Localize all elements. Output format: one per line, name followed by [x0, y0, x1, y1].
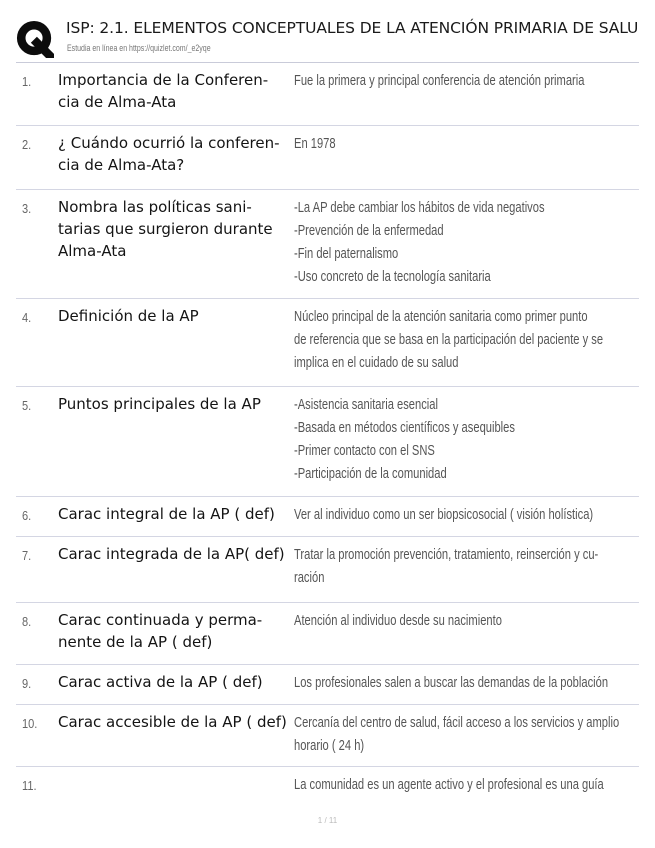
definition-line: -Fin del paternalismo [294, 246, 399, 262]
term-line: Carac continuada y perma- [58, 611, 263, 629]
flashcard-row [16, 62, 639, 126]
flashcard-row [16, 125, 639, 190]
flashcard-row [16, 298, 639, 387]
card-number: 10. [22, 716, 38, 731]
card-definition [294, 672, 625, 695]
term-line: Alma-Ata [58, 242, 127, 260]
term-line: ¿ Cuándo ocurrió la conferen- [58, 134, 280, 152]
card-term [58, 305, 294, 327]
term-line: nente de la AP ( def) [58, 633, 213, 651]
card-term [58, 671, 294, 693]
flashcard-row [16, 602, 639, 665]
flashcard-row [16, 664, 639, 705]
term-line: cia de Alma-Ata? [58, 156, 185, 174]
definition-line: ración [294, 570, 325, 586]
definition-line: Ver al individuo como un ser biopsicosocial ( visión holística) [294, 507, 594, 523]
term-line: Importancia de la Conferen- [58, 71, 269, 89]
card-number: 2. [22, 137, 32, 152]
term-line: Carac integral de la AP ( def) [58, 505, 275, 523]
definition-line: -Participación de la comunidad [294, 466, 447, 482]
card-definition [294, 394, 625, 486]
definition-line: Núcleo principal de la atención sanitaria como primer punto [294, 309, 588, 325]
card-definition [294, 504, 625, 527]
term-line: Nombra las políticas sani- [58, 198, 252, 216]
flashcard-row [16, 766, 639, 817]
card-number: 1. [22, 74, 32, 89]
definition-line: -Uso concreto de la tecnología sanitaria [294, 269, 491, 285]
term-line: cia de Alma-Ata [58, 93, 177, 111]
definition-line: En 1978 [294, 136, 336, 152]
card-definition [294, 712, 625, 758]
term-line: Puntos principales de la AP [58, 395, 261, 413]
card-number: 9. [22, 676, 32, 691]
definition-line: Cercanía del centro de salud, fácil acceso a los servicios y amplio [294, 715, 620, 731]
card-number: 5. [22, 398, 32, 413]
card-definition [294, 306, 625, 375]
flashcard-row [16, 496, 639, 537]
study-link-text[interactable]: Estudia en línea en https://quizlet.com/_e2yqe [67, 43, 211, 53]
page-header [14, 16, 655, 60]
card-term [58, 543, 294, 565]
term-line: Carac integrada de la AP( def) [58, 545, 285, 563]
flashcard-row [16, 536, 639, 603]
definition-line: implica en el cuidado de su salud [294, 355, 459, 371]
card-definition [294, 774, 625, 797]
card-term [58, 503, 294, 525]
card-number: 7. [22, 548, 32, 563]
definition-line: Los profesionales salen a buscar las demandas de la población [294, 675, 609, 691]
flashcard-row [16, 386, 639, 497]
page-title: ISP: 2.1. ELEMENTOS CONCEPTUALES DE LA ATENCIÓN PRIMARIA DE SALU [66, 19, 639, 37]
card-definition [294, 610, 625, 633]
card-term [58, 711, 294, 733]
flashcard-row [16, 704, 639, 767]
definition-line: -Prevención de la enfermedad [294, 223, 444, 239]
card-number: 4. [22, 310, 32, 325]
flashcard-row [16, 189, 639, 299]
definition-line: La comunidad es un agente activo y el profesional es una guía [294, 777, 604, 793]
definition-line: de referencia que se basa en la participación del paciente y se [294, 332, 604, 348]
card-term [58, 132, 294, 176]
term-line: Carac accesible de la AP ( def) [58, 713, 287, 731]
card-number: 8. [22, 614, 32, 629]
term-line: tarias que surgieron durante [58, 220, 273, 238]
card-definition [294, 544, 625, 590]
quizlet-logo-icon [16, 20, 54, 58]
definition-line: Tratar la promoción prevención, tratamiento, reinserción y cu- [294, 547, 599, 563]
term-line: Carac activa de la AP ( def) [58, 673, 263, 691]
term-line: Definición de la AP [58, 307, 199, 325]
definition-line: Fue la primera y principal conferencia de atención primaria [294, 73, 585, 89]
definition-line: Atención al individuo desde su nacimiento [294, 613, 502, 629]
definition-line: -Basada en métodos científicos y asequibles [294, 420, 515, 436]
card-number: 11. [22, 778, 37, 793]
page-number: 1 / 11 [317, 816, 338, 825]
card-term [58, 609, 294, 653]
definition-line: -La AP debe cambiar los hábitos de vida negativos [294, 200, 545, 216]
card-definition [294, 197, 625, 289]
card-term [58, 69, 294, 113]
definition-line: -Primer contacto con el SNS [294, 443, 435, 459]
card-term [58, 196, 294, 262]
card-number: 3. [22, 201, 32, 216]
definition-line: horario ( 24 h) [294, 738, 365, 754]
card-definition [294, 70, 625, 93]
definition-line: -Asistencia sanitaria esencial [294, 397, 438, 413]
card-term [58, 393, 294, 415]
card-definition [294, 133, 625, 156]
card-number: 6. [22, 508, 32, 523]
